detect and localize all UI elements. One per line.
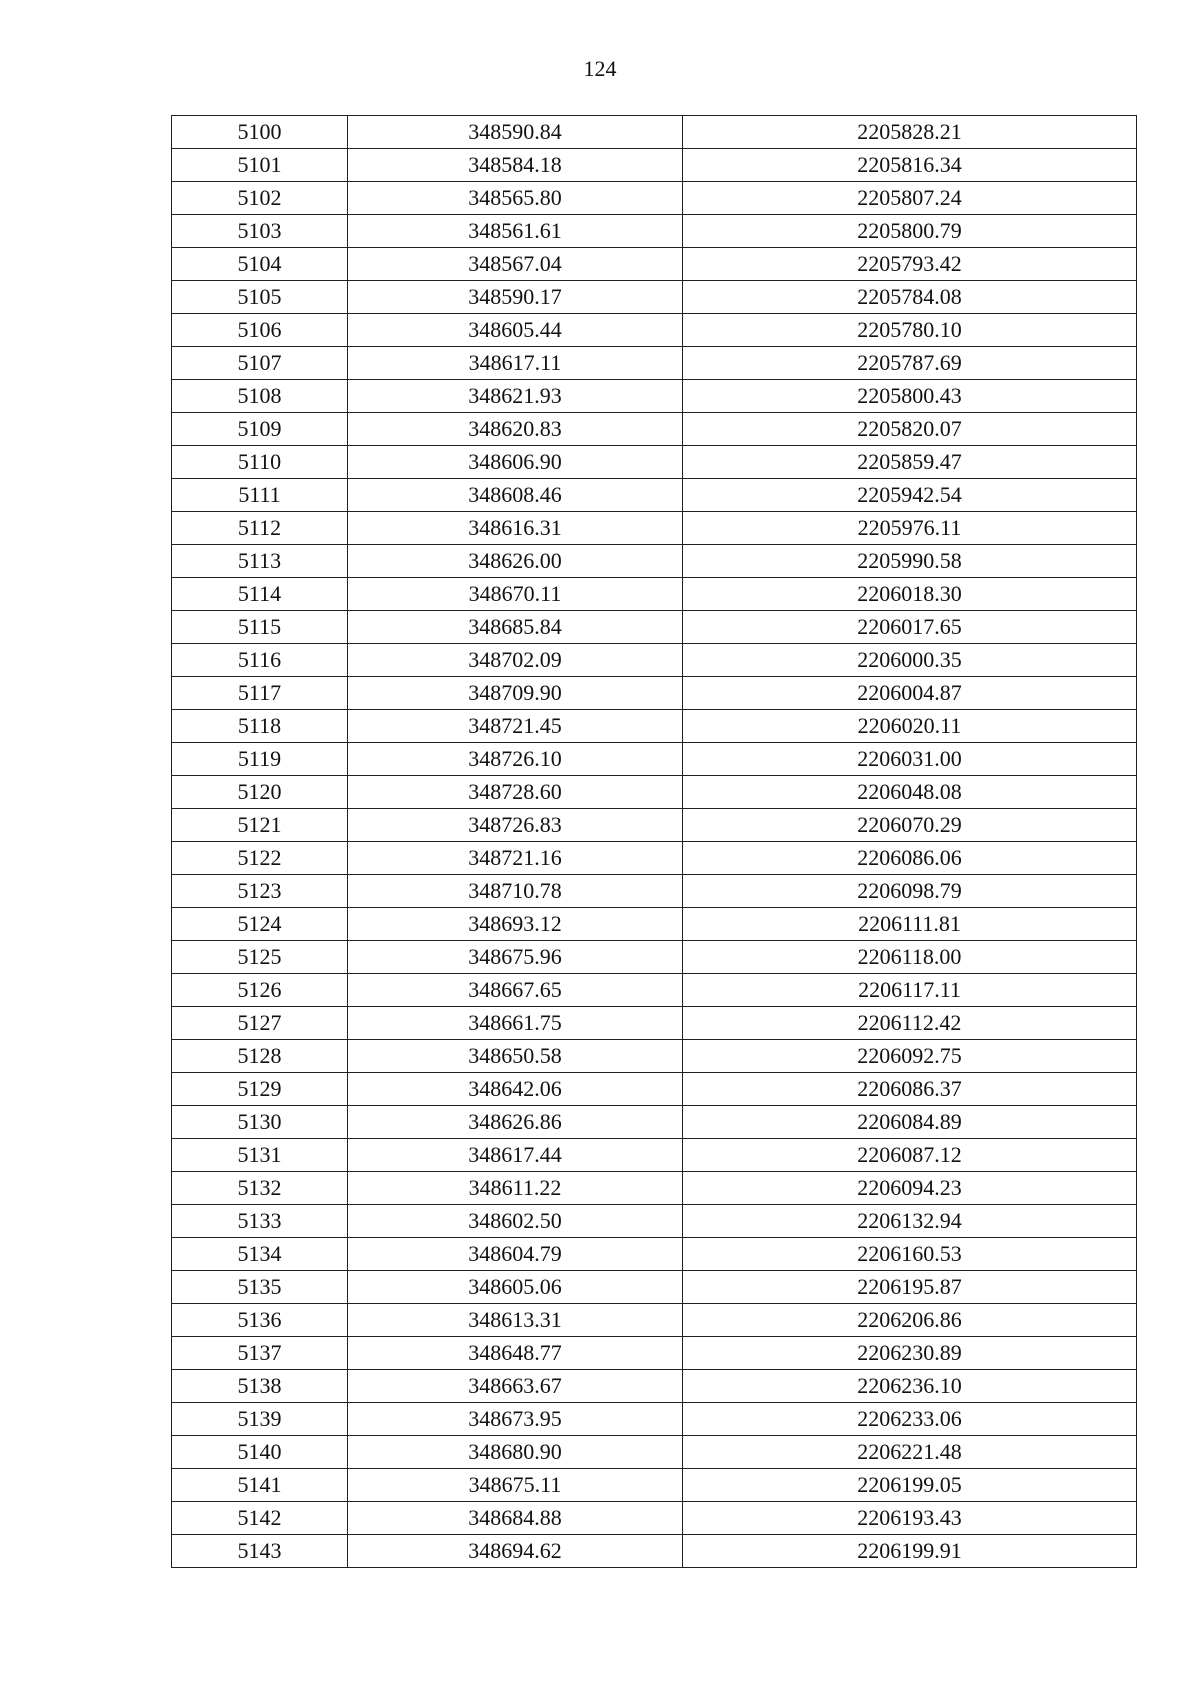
y-coordinate-cell: 2206236.10: [683, 1370, 1137, 1403]
x-coordinate-cell: 348710.78: [348, 875, 683, 908]
y-coordinate-cell: 2206233.06: [683, 1403, 1137, 1436]
table-row: [172, 1502, 1137, 1535]
x-coordinate-cell: 348613.31: [348, 1304, 683, 1337]
table-row: [172, 611, 1137, 644]
x-coordinate-cell: 348621.93: [348, 380, 683, 413]
table-row: [172, 512, 1137, 545]
table-row: [172, 1436, 1137, 1469]
x-coordinate-cell: 348667.65: [348, 974, 683, 1007]
point-id-cell: 5143: [172, 1535, 348, 1568]
y-coordinate-cell: 2206221.48: [683, 1436, 1137, 1469]
point-id-cell: 5137: [172, 1337, 348, 1370]
y-coordinate-cell: 2206092.75: [683, 1040, 1137, 1073]
table-row: [172, 644, 1137, 677]
x-coordinate-cell: 348726.83: [348, 809, 683, 842]
point-id-cell: 5110: [172, 446, 348, 479]
y-coordinate-cell: 2205780.10: [683, 314, 1137, 347]
x-coordinate-cell: 348726.10: [348, 743, 683, 776]
table-row: [172, 1337, 1137, 1370]
x-coordinate-cell: 348693.12: [348, 908, 683, 941]
table-row: [172, 1040, 1137, 1073]
x-coordinate-cell: 348663.67: [348, 1370, 683, 1403]
table-row: [172, 1403, 1137, 1436]
table-row: [172, 446, 1137, 479]
y-coordinate-cell: 2206118.00: [683, 941, 1137, 974]
point-id-cell: 5106: [172, 314, 348, 347]
coordinates-table-body: [172, 116, 1137, 1568]
x-coordinate-cell: 348584.18: [348, 149, 683, 182]
x-coordinate-cell: 348642.06: [348, 1073, 683, 1106]
point-id-cell: 5138: [172, 1370, 348, 1403]
point-id-cell: 5127: [172, 1007, 348, 1040]
y-coordinate-cell: 2205787.69: [683, 347, 1137, 380]
table-row: [172, 974, 1137, 1007]
table-row: [172, 1370, 1137, 1403]
table-row: [172, 1106, 1137, 1139]
x-coordinate-cell: 348709.90: [348, 677, 683, 710]
point-id-cell: 5111: [172, 479, 348, 512]
y-coordinate-cell: 2205990.58: [683, 545, 1137, 578]
y-coordinate-cell: 2205816.34: [683, 149, 1137, 182]
y-coordinate-cell: 2205807.24: [683, 182, 1137, 215]
point-id-cell: 5136: [172, 1304, 348, 1337]
y-coordinate-cell: 2206094.23: [683, 1172, 1137, 1205]
point-id-cell: 5114: [172, 578, 348, 611]
x-coordinate-cell: 348702.09: [348, 644, 683, 677]
x-coordinate-cell: 348661.75: [348, 1007, 683, 1040]
table-row: [172, 809, 1137, 842]
table-row: [172, 347, 1137, 380]
table-row: [172, 743, 1137, 776]
table-row: [172, 908, 1137, 941]
x-coordinate-cell: 348721.45: [348, 710, 683, 743]
table-row: [172, 1172, 1137, 1205]
y-coordinate-cell: 2206070.29: [683, 809, 1137, 842]
table-row: [172, 1304, 1137, 1337]
x-coordinate-cell: 348590.84: [348, 116, 683, 149]
x-coordinate-cell: 348728.60: [348, 776, 683, 809]
x-coordinate-cell: 348590.17: [348, 281, 683, 314]
x-coordinate-cell: 348616.31: [348, 512, 683, 545]
x-coordinate-cell: 348605.06: [348, 1271, 683, 1304]
table-row: [172, 875, 1137, 908]
point-id-cell: 5115: [172, 611, 348, 644]
table-row: [172, 545, 1137, 578]
x-coordinate-cell: 348721.16: [348, 842, 683, 875]
x-coordinate-cell: 348605.44: [348, 314, 683, 347]
table-row: [172, 116, 1137, 149]
point-id-cell: 5124: [172, 908, 348, 941]
table-row: [172, 1007, 1137, 1040]
y-coordinate-cell: 2206132.94: [683, 1205, 1137, 1238]
point-id-cell: 5118: [172, 710, 348, 743]
x-coordinate-cell: 348617.11: [348, 347, 683, 380]
x-coordinate-cell: 348684.88: [348, 1502, 683, 1535]
point-id-cell: 5112: [172, 512, 348, 545]
table-row: [172, 1271, 1137, 1304]
point-id-cell: 5132: [172, 1172, 348, 1205]
y-coordinate-cell: 2206031.00: [683, 743, 1137, 776]
point-id-cell: 5121: [172, 809, 348, 842]
x-coordinate-cell: 348694.62: [348, 1535, 683, 1568]
point-id-cell: 5102: [172, 182, 348, 215]
y-coordinate-cell: 2206017.65: [683, 611, 1137, 644]
table-row: [172, 479, 1137, 512]
point-id-cell: 5140: [172, 1436, 348, 1469]
y-coordinate-cell: 2205793.42: [683, 248, 1137, 281]
y-coordinate-cell: 2206199.91: [683, 1535, 1137, 1568]
y-coordinate-cell: 2205942.54: [683, 479, 1137, 512]
x-coordinate-cell: 348675.96: [348, 941, 683, 974]
point-id-cell: 5130: [172, 1106, 348, 1139]
x-coordinate-cell: 348608.46: [348, 479, 683, 512]
point-id-cell: 5142: [172, 1502, 348, 1535]
table-row: [172, 182, 1137, 215]
point-id-cell: 5109: [172, 413, 348, 446]
point-id-cell: 5131: [172, 1139, 348, 1172]
table-row: [172, 1469, 1137, 1502]
x-coordinate-cell: 348685.84: [348, 611, 683, 644]
y-coordinate-cell: 2206087.12: [683, 1139, 1137, 1172]
y-coordinate-cell: 2206112.42: [683, 1007, 1137, 1040]
y-coordinate-cell: 2206004.87: [683, 677, 1137, 710]
point-id-cell: 5119: [172, 743, 348, 776]
table-row: [172, 1073, 1137, 1106]
point-id-cell: 5133: [172, 1205, 348, 1238]
page-number: 124: [583, 56, 617, 81]
y-coordinate-cell: 2205784.08: [683, 281, 1137, 314]
point-id-cell: 5135: [172, 1271, 348, 1304]
y-coordinate-cell: 2206020.11: [683, 710, 1137, 743]
x-coordinate-cell: 348611.22: [348, 1172, 683, 1205]
y-coordinate-cell: 2205828.21: [683, 116, 1137, 149]
x-coordinate-cell: 348565.80: [348, 182, 683, 215]
point-id-cell: 5108: [172, 380, 348, 413]
x-coordinate-cell: 348602.50: [348, 1205, 683, 1238]
x-coordinate-cell: 348648.77: [348, 1337, 683, 1370]
y-coordinate-cell: 2206086.37: [683, 1073, 1137, 1106]
table-row: [172, 842, 1137, 875]
coordinates-table: [171, 115, 1137, 1568]
table-row: [172, 413, 1137, 446]
table-row: [172, 677, 1137, 710]
point-id-cell: 5104: [172, 248, 348, 281]
y-coordinate-cell: 2205820.07: [683, 413, 1137, 446]
table-row: [172, 1535, 1137, 1568]
point-id-cell: 5105: [172, 281, 348, 314]
y-coordinate-cell: 2205976.11: [683, 512, 1137, 545]
x-coordinate-cell: 348606.90: [348, 446, 683, 479]
point-id-cell: 5139: [172, 1403, 348, 1436]
x-coordinate-cell: 348561.61: [348, 215, 683, 248]
table-row: [172, 1139, 1137, 1172]
table-row: [172, 314, 1137, 347]
table-row: [172, 149, 1137, 182]
point-id-cell: 5101: [172, 149, 348, 182]
table-row: [172, 710, 1137, 743]
y-coordinate-cell: 2206000.35: [683, 644, 1137, 677]
y-coordinate-cell: 2206086.06: [683, 842, 1137, 875]
y-coordinate-cell: 2206018.30: [683, 578, 1137, 611]
point-id-cell: 5113: [172, 545, 348, 578]
point-id-cell: 5116: [172, 644, 348, 677]
point-id-cell: 5120: [172, 776, 348, 809]
y-coordinate-cell: 2206117.11: [683, 974, 1137, 1007]
point-id-cell: 5128: [172, 1040, 348, 1073]
y-coordinate-cell: 2206230.89: [683, 1337, 1137, 1370]
x-coordinate-cell: 348620.83: [348, 413, 683, 446]
point-id-cell: 5123: [172, 875, 348, 908]
x-coordinate-cell: 348650.58: [348, 1040, 683, 1073]
point-id-cell: 5141: [172, 1469, 348, 1502]
x-coordinate-cell: 348675.11: [348, 1469, 683, 1502]
x-coordinate-cell: 348626.00: [348, 545, 683, 578]
table-row: [172, 281, 1137, 314]
y-coordinate-cell: 2206193.43: [683, 1502, 1137, 1535]
point-id-cell: 5107: [172, 347, 348, 380]
y-coordinate-cell: 2206111.81: [683, 908, 1137, 941]
table-row: [172, 1205, 1137, 1238]
y-coordinate-cell: 2206199.05: [683, 1469, 1137, 1502]
point-id-cell: 5103: [172, 215, 348, 248]
y-coordinate-cell: 2205800.43: [683, 380, 1137, 413]
y-coordinate-cell: 2205859.47: [683, 446, 1137, 479]
table-row: [172, 1238, 1137, 1271]
y-coordinate-cell: 2205800.79: [683, 215, 1137, 248]
y-coordinate-cell: 2206160.53: [683, 1238, 1137, 1271]
x-coordinate-cell: 348670.11: [348, 578, 683, 611]
table-row: [172, 941, 1137, 974]
x-coordinate-cell: 348617.44: [348, 1139, 683, 1172]
point-id-cell: 5122: [172, 842, 348, 875]
x-coordinate-cell: 348567.04: [348, 248, 683, 281]
point-id-cell: 5125: [172, 941, 348, 974]
x-coordinate-cell: 348680.90: [348, 1436, 683, 1469]
table-row: [172, 380, 1137, 413]
x-coordinate-cell: 348604.79: [348, 1238, 683, 1271]
y-coordinate-cell: 2206098.79: [683, 875, 1137, 908]
x-coordinate-cell: 348626.86: [348, 1106, 683, 1139]
point-id-cell: 5134: [172, 1238, 348, 1271]
y-coordinate-cell: 2206084.89: [683, 1106, 1137, 1139]
point-id-cell: 5117: [172, 677, 348, 710]
y-coordinate-cell: 2206206.86: [683, 1304, 1137, 1337]
point-id-cell: 5100: [172, 116, 348, 149]
y-coordinate-cell: 2206195.87: [683, 1271, 1137, 1304]
table-row: [172, 215, 1137, 248]
table-row: [172, 776, 1137, 809]
y-coordinate-cell: 2206048.08: [683, 776, 1137, 809]
point-id-cell: 5126: [172, 974, 348, 1007]
table-row: [172, 248, 1137, 281]
table-row: [172, 578, 1137, 611]
x-coordinate-cell: 348673.95: [348, 1403, 683, 1436]
point-id-cell: 5129: [172, 1073, 348, 1106]
